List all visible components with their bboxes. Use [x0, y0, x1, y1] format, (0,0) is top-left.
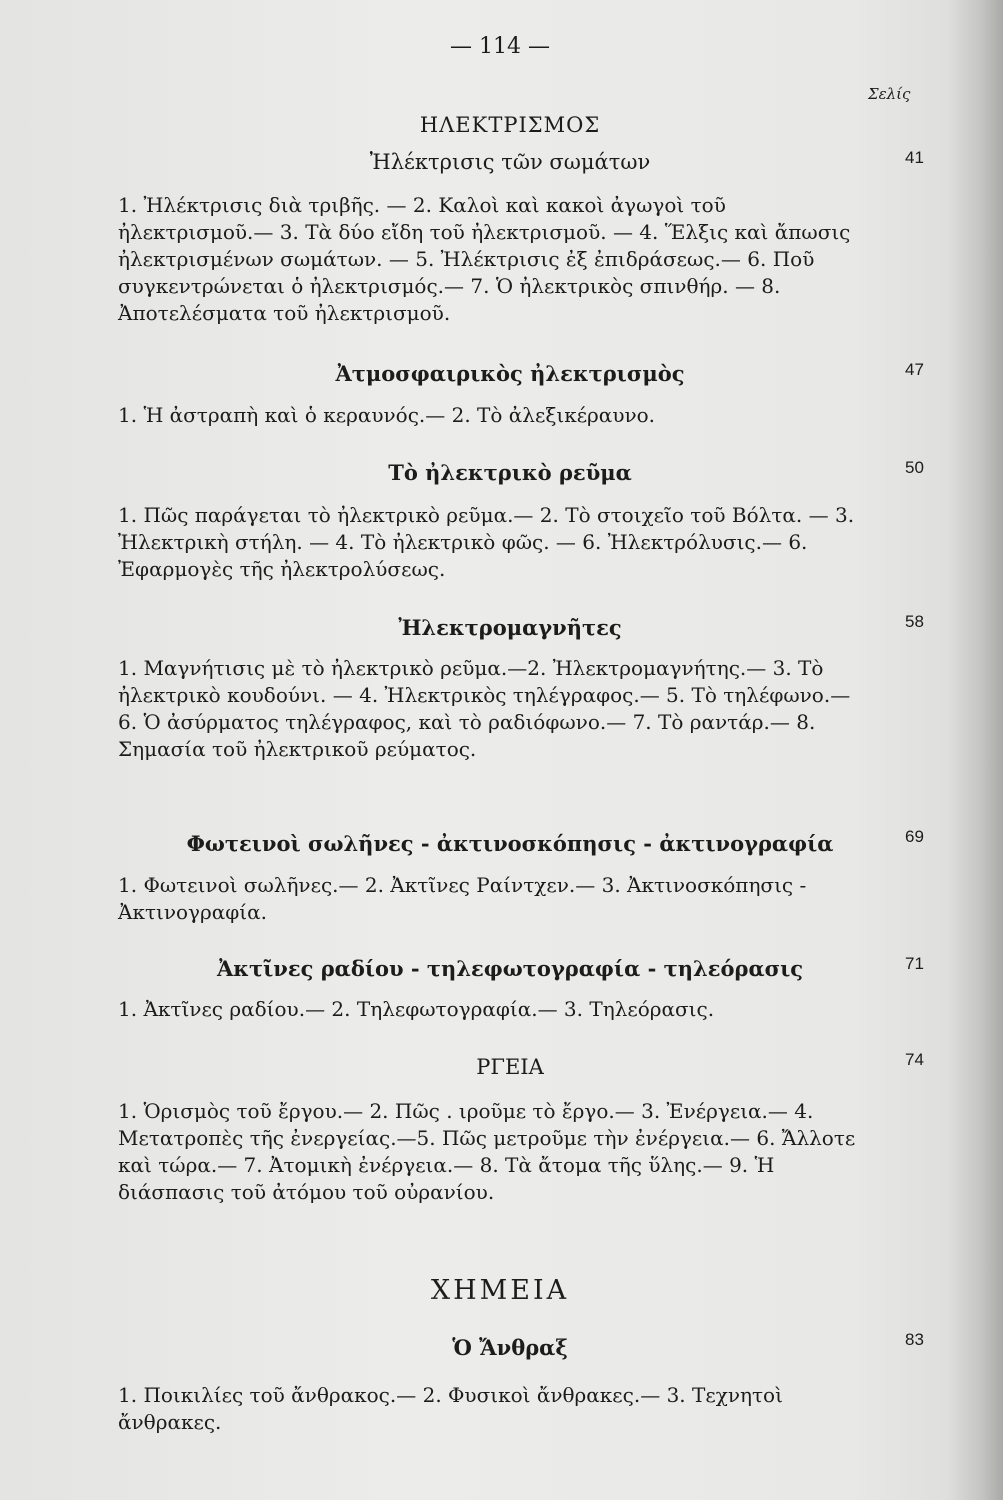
chapter-title: ΡΓΕΙΑ [476, 1055, 544, 1079]
chapter-contents: 1. Ἡ ἀστραπὴ καὶ ὁ κεραυνός.— 2. Τὸ ἀλεξικέραυνο. [118, 403, 656, 427]
chapter-page: 41 [905, 148, 924, 167]
chapter-contents: 1. Ἠλέκτρισις διὰ τριβῆς. — 2. Καλοὶ καὶ κακοὶ ἀγωγοὶ τοῦ ἠλεκτρισμοῦ.— 3. Τὰ δύο εἴδη τοῦ ἠλεκτρισμοῦ. — 4. Ἕλξις καὶ ἄπωσις ἠλεκτρισμένων σωμάτων. — 5. Ἠλέκτρισις ἐξ ἐπιδράσεως.— 6. Ποῦ συγκεντρώνεται ὁ ἠλεκτρισμός.— 7. Ὁ ἠλεκτρικὸς σπινθήρ. — 8. Ἀποτελέσματα τοῦ ἠλεκτρισμοῦ. [118, 193, 851, 325]
chapter-title: Ἠλέκτρισις τῶν σωμάτων [369, 150, 651, 174]
chapter-page: 58 [905, 612, 924, 631]
chapter-page: 83 [905, 1330, 924, 1349]
chapter-contents: 1. Ἀκτῖνες ραδίου.— 2. Τηλεφωτογραφία.— 3. Τηλεόρασις. [118, 997, 715, 1021]
chapter-contents: 1. Μαγνήτισις μὲ τὸ ἠλεκτρικὸ ρεῦμα.—2. Ἠλεκτρομαγνήτης.— 3. Τὸ ἠλεκτρικὸ κουδούνι. — 4. Ἠλεκτρικὸς τηλέγραφος.— 5. Τὸ τηλέφωνο.— 6. Ὁ ἀσύρματος τηλέγραφος, καὶ τὸ ραδιόφωνο.— 7. Τὸ ραντάρ.— 8. Σημασία τοῦ ἠλεκτρικοῦ ρεύματος. [118, 656, 851, 761]
chapter-contents: 1. Ὁρισμὸς τοῦ ἔργου.— 2. Πῶς . ιροῦμε τὸ ἔργο.— 3. Ἐνέργεια.— 4. Μετατροπὲς τῆς ἐνεργείας.—5. Πῶς μετροῦμε τὴν ἐνέργεια.— 6. Ἄλλοτε καὶ τώρα.— 7. Ἀτομικὴ ἐνέργεια.— 8. Τὰ ἄτομα τῆς ὕλης.— 9. Ἡ διάσπασις τοῦ ἀτόμου τοῦ οὐρανίου. [118, 1099, 856, 1204]
chapter-contents: 1. Ποικιλίες τοῦ ἄνθρακος.— 2. Φυσικοὶ ἄνθρακες.— 3. Τεχνητοὶ ἄνθρακες. [118, 1383, 783, 1434]
chapter-title: Ἠλεκτρομαγνῆτες [398, 615, 622, 640]
chapter-title: Ἀκτῖνες ραδίου - τηλεφωτογραφία - τηλεόρασις [216, 956, 804, 981]
chapter-page: 50 [905, 458, 924, 477]
page-edge-shadow [948, 0, 1003, 1500]
section-title: ΗΛΕΚΤΡΙΣΜΟΣ [419, 113, 601, 137]
chapter-title: Φωτεινοὶ σωλῆνες - ἀκτινοσκόπησις - ἀκτινογραφία [186, 831, 834, 856]
chapter-page: 71 [905, 954, 924, 973]
page-number: — 114 — [450, 34, 550, 59]
chapter-page: 74 [905, 1050, 924, 1069]
chapter-title: Ἀτμοσφαιρικὸς ἠλεκτρισμὸς [335, 361, 685, 386]
chapter-page: 69 [905, 827, 924, 846]
chapter-title: Ὁ Ἄνθραξ [452, 1335, 568, 1360]
column-label: Σελίς [868, 85, 911, 103]
part-title: ΧΗΜΕΙΑ [430, 1275, 570, 1306]
chapter-contents: 1. Φωτεινοὶ σωλῆνες.— 2. Ἀκτῖνες Ραίντχεν.— 3. Ἀκτινοσκόπησις - Ἀκτινογραφία. [118, 873, 807, 924]
chapter-page: 47 [905, 360, 924, 379]
chapter-contents: 1. Πῶς παράγεται τὸ ἠλεκτρικὸ ρεῦμα.— 2. Τὸ στοιχεῖο τοῦ Βόλτα. — 3. Ἠλεκτρικὴ στήλη. — 4. Τὸ ἠλεκτρικὸ φῶς. — 6. Ἠλεκτρόλυσις.— 6. Ἐφαρμογὲς τῆς ἠλεκτρολύσεως. [118, 503, 855, 581]
chapter-title: Τὸ ἠλεκτρικὸ ρεῦμα [388, 460, 632, 485]
